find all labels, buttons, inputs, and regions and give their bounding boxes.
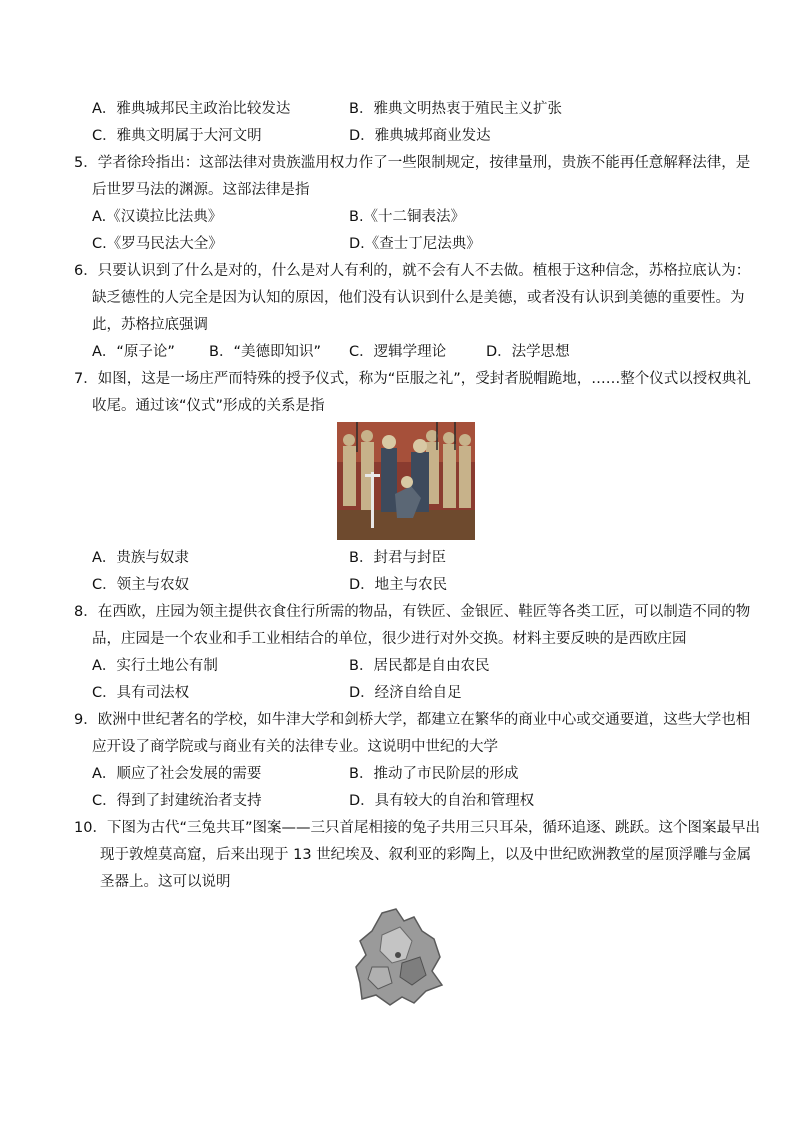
q6-option-d: D．法学思想 [486,344,570,360]
q7-option-d: D．地主与农民 [349,577,448,593]
q5-stem-line-2: 后世罗马法的渊源。这部法律是指 [92,182,310,198]
q5-option-a: A.《汉谟拉比法典》 [92,209,223,225]
q4-option-c: C．雅典文明属于大河文明 [92,128,262,144]
q5-stem-line-1: 5．学者徐玲指出：这部法律对贵族滥用权力作了一些限制规定，按律量刑，贵族不能再任意解释法律，是 [74,155,751,171]
q10-stem-line-2: 现于敦煌莫高窟，后来出现于 13 世纪埃及、叙利亚的彩陶上，以及中世纪欧洲教堂的屋顶浮雕与金属 [100,847,752,863]
q5-option-d: D.《查士丁尼法典》 [349,236,481,252]
q8-stem-line-1: 8．在西欧，庄园为领主提供衣食住行所需的物品，有铁匠、金银匠、鞋匠等各类工匠，可以制造不同的物 [74,604,751,620]
q5-option-c: C.《罗马民法大全》 [92,236,223,252]
q9-option-b: B．推动了市民阶层的形成 [349,766,519,782]
q5-option-b: B.《十二铜表法》 [349,209,466,225]
q8-option-d: D．经济自给自足 [349,685,462,701]
q7-option-c: C．领主与农奴 [92,577,190,593]
q7-option-a: A．贵族与奴隶 [92,550,189,566]
q6-stem-line-3: 此，苏格拉底强调 [92,317,208,333]
q9-option-a: A．顺应了社会发展的需要 [92,766,262,782]
q8-option-a: A．实行土地公有制 [92,658,218,674]
q8-option-c: C．具有司法权 [92,685,190,701]
q9-option-c: C．得到了封建统治者支持 [92,793,262,809]
q6-option-a: A．“原子论” [92,344,175,360]
q9-option-d: D．具有较大的自治和管理权 [349,793,535,809]
q8-stem-line-2: 品，庄园是一个农业和手工业相结合的单位，很少进行对外交换。材料主要反映的是西欧庄园 [92,631,687,647]
q8-option-b: B．居民都是自由农民 [349,658,490,674]
q4-option-d: D．雅典城邦商业发达 [349,128,491,144]
q6-stem-line-2: 缺乏德性的人完全是因为认知的原因，他们没有认识到什么是美德，或者没有认识到美德的重要性。为 [92,290,745,306]
q10-stem-line-3: 圣器上。这可以说明 [100,874,231,890]
q4-option-a: A．雅典城邦民主政治比较发达 [92,101,291,117]
q4-option-b: B．雅典文明热衷于殖民主义扩张 [349,101,562,117]
q6-option-c: C．逻辑学理论 [349,344,447,360]
three-hares-illustration [352,905,448,1007]
homage-ceremony-illustration [337,422,475,540]
q10-stem-line-1: 10．下图为古代“三兔共耳”图案——三只首尾相接的兔子共用三只耳朵，循环追逐、跳跃。这个图案最早出 [74,820,760,836]
q9-stem-line-1: 9．欧洲中世纪著名的学校，如牛津大学和剑桥大学，都建立在繁华的商业中心或交通要道，这些大学也相 [74,712,751,728]
q6-option-b: B．“美德即知识” [209,344,321,360]
q7-stem-line-2: 收尾。通过该“仪式”形成的关系是指 [92,398,325,414]
q7-option-b: B．封君与封臣 [349,550,446,566]
q9-stem-line-2: 应开设了商学院或与商业有关的法律专业。这说明中世纪的大学 [92,739,498,755]
q6-stem-line-1: 6．只要认识到了什么是对的，什么是对人有利的，就不会有人不去做。植根于这种信念，苏格拉底认为： [74,263,751,279]
q7-stem-line-1: 7．如图，这是一场庄严而特殊的授予仪式，称为“臣服之礼”，受封者脱帽跪地，……整个仪式以授权典礼 [74,371,751,387]
